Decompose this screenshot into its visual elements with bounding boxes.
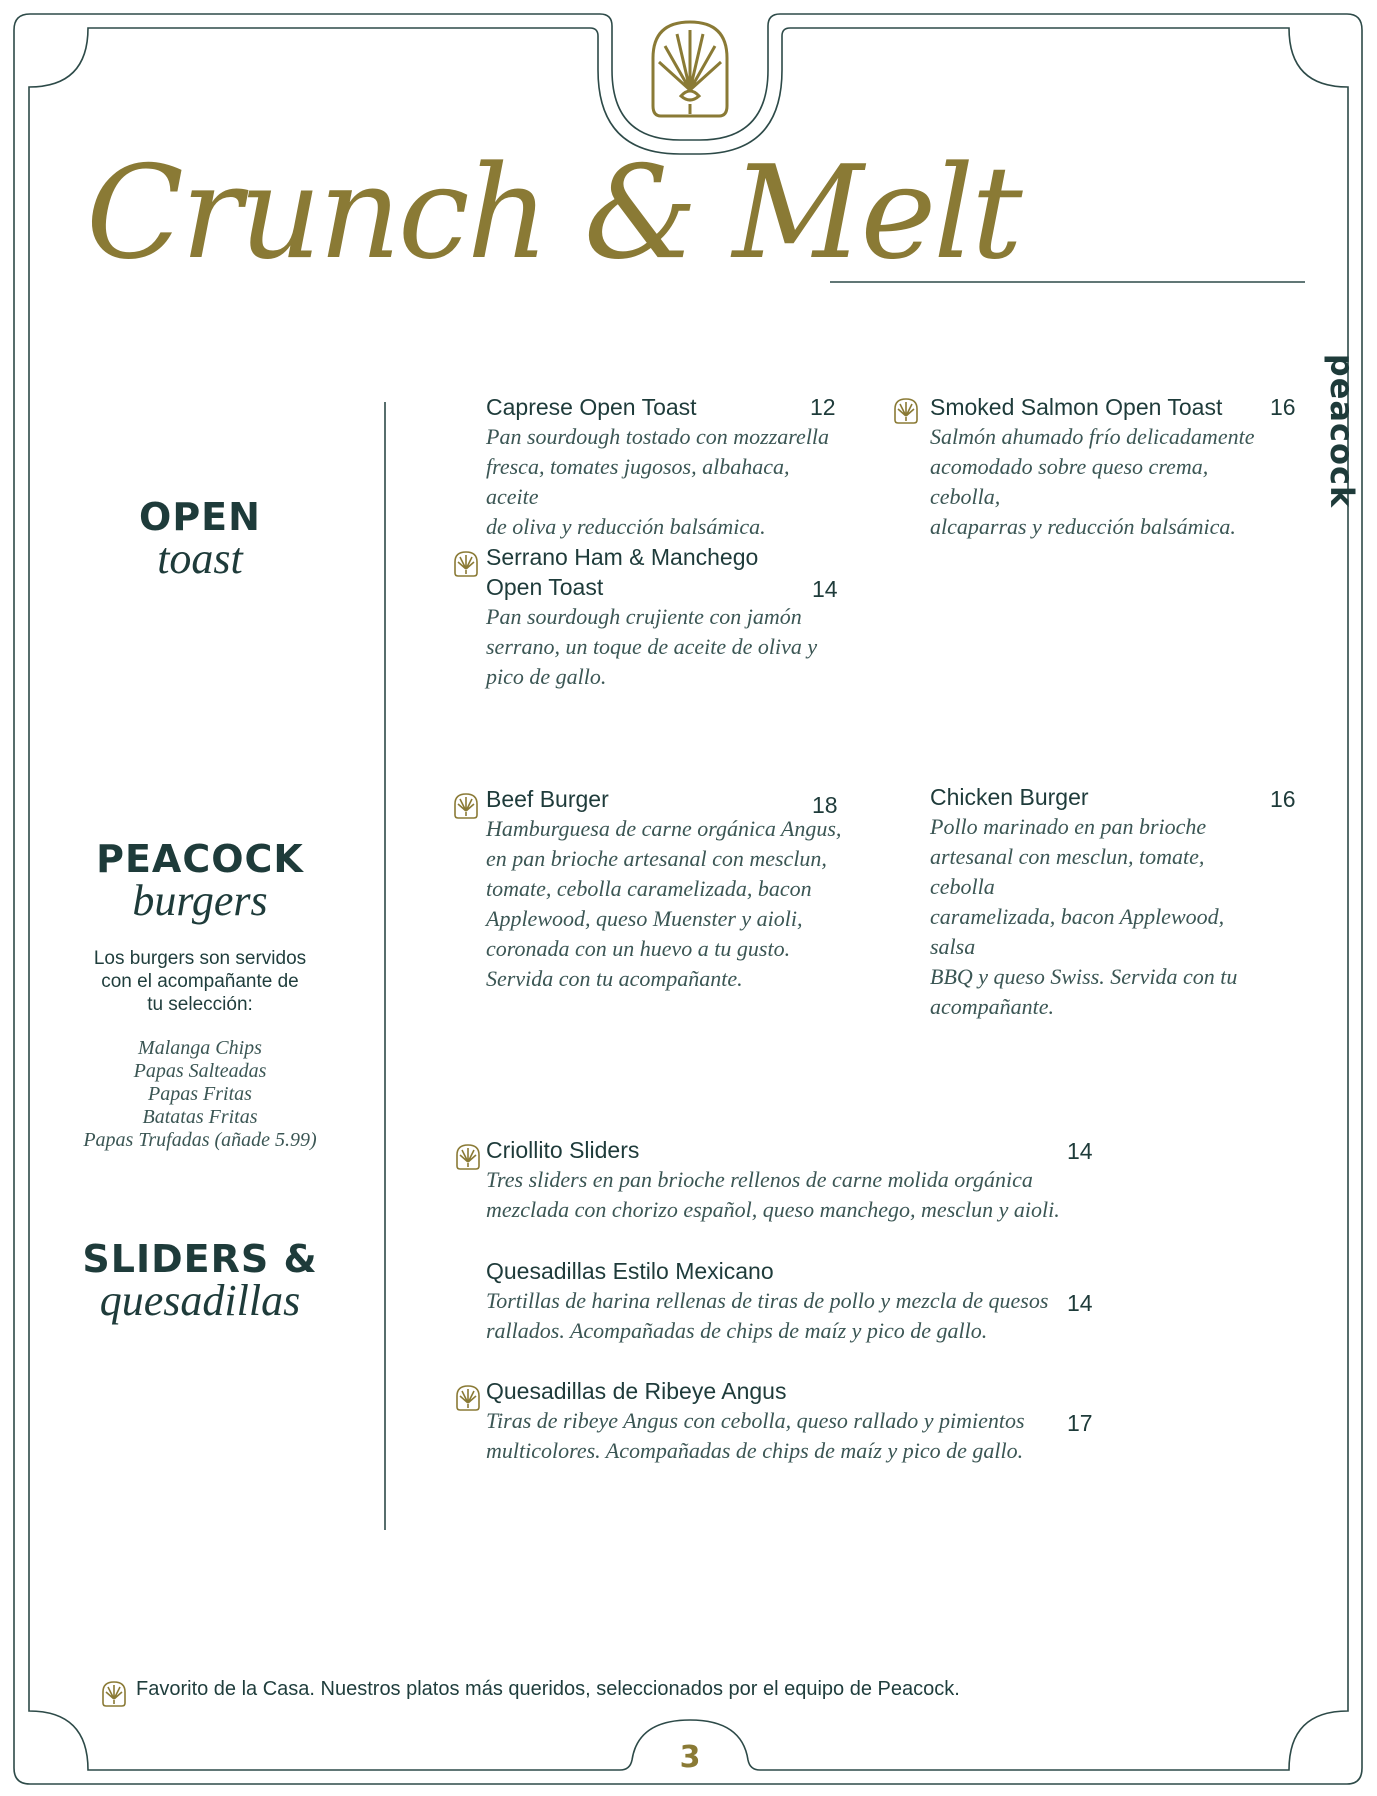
item-description <box>930 812 1270 1022</box>
menu-item-criollito-sliders <box>486 1135 1066 1225</box>
favorite-icon <box>452 792 480 820</box>
item-description-line: Pan sourdough tostado con mozzarella <box>486 424 830 449</box>
item-name: Serrano Ham & Manchego <box>486 544 759 570</box>
item-description-line: mezclada con chorizo español, queso manchego, mesclun y aioli. <box>486 1197 1060 1222</box>
item-description-line: Pan sourdough crujiente con jamón <box>486 604 802 629</box>
item-description-line: Tortillas de harina rellenas de tiras de pollo y mezcla de quesos <box>486 1288 1049 1313</box>
item-description-line: alcaparras y reducción balsámica. <box>930 514 1236 539</box>
peacock-emblem-icon <box>645 16 735 126</box>
menu-item-serrano <box>486 542 846 692</box>
menu-item-caprese <box>486 392 846 542</box>
item-name: Beef Burger <box>486 786 609 812</box>
item-price: 16 <box>1270 786 1296 812</box>
item-description-line: de oliva y reducción balsámica. <box>486 514 766 539</box>
item-description-line: multicolores. Acompañadas de chips de maíz y pico de gallo. <box>486 1438 1024 1463</box>
item-description-line: rallados. Acompañadas de chips de maíz y pico de gallo. <box>486 1318 988 1343</box>
section-sliders-italic: quesadillas <box>99 1275 301 1325</box>
section-burgers <box>50 837 350 925</box>
item-description-line: acomodado sobre queso crema, cebolla, <box>930 454 1209 509</box>
item-description-line: Hamburguesa de carne orgánica Angus, <box>486 816 842 841</box>
item-description <box>930 422 1270 542</box>
item-name: Criollito Sliders <box>486 1137 640 1163</box>
item-name: Open Toast <box>486 574 604 600</box>
item-price: 16 <box>1270 394 1296 420</box>
item-price: 14 <box>1067 1290 1093 1316</box>
burgers-note-line: con el acompañante de <box>101 971 299 992</box>
side-item: Malanga Chips <box>138 1037 262 1059</box>
item-description <box>486 602 846 692</box>
section-open-toast <box>50 495 350 583</box>
page-number: 3 <box>679 1740 701 1775</box>
item-name: Quesadillas Estilo Mexicano <box>486 1258 774 1284</box>
section-open-toast-bold: OPEN <box>139 495 261 539</box>
item-description <box>486 422 846 542</box>
item-name: Quesadillas de Ribeye Angus <box>486 1378 787 1404</box>
section-burgers-italic: burgers <box>132 875 268 925</box>
item-description-line: serrano, un toque de aceite de oliva y <box>486 634 818 659</box>
brand-text: peacock <box>1323 353 1361 509</box>
item-description-line: fresca, tomates jugosos, albahaca, aceite <box>486 454 790 509</box>
item-name: Caprese Open Toast <box>486 394 697 420</box>
item-price: 17 <box>1067 1410 1093 1436</box>
item-description-line: en pan brioche artesanal con mesclun, <box>486 846 827 871</box>
item-name: Smoked Salmon Open Toast <box>930 394 1223 420</box>
favorite-icon <box>892 397 920 425</box>
item-description <box>486 1286 1066 1346</box>
side-item: Papas Fritas <box>148 1083 252 1105</box>
item-description-line: Applewood, queso Muenster y aioli, <box>486 906 803 931</box>
item-description-line: artesanal con mesclun, tomate, cebolla <box>930 844 1205 899</box>
item-description-line: BBQ y queso Swiss. Servida con tu <box>930 964 1238 989</box>
page-title: Crunch & Melt <box>86 139 1020 288</box>
item-description-line: tomate, cebolla caramelizada, bacon <box>486 876 812 901</box>
burgers-note-line: Los burgers son servidos <box>93 948 307 969</box>
menu-item-quesadillas-mexicano <box>486 1256 1066 1346</box>
side-item: Batatas Fritas <box>142 1106 258 1128</box>
item-description-line: Tres sliders en pan brioche rellenos de carne molida orgánica <box>486 1167 1033 1192</box>
sides-list <box>50 1037 350 1152</box>
item-description-line: pico de gallo. <box>486 664 607 689</box>
item-description-line: coronada con un huevo a tu gusto. <box>486 936 791 961</box>
burgers-note-line: tu selección: <box>147 994 253 1015</box>
section-open-toast-italic: toast <box>157 533 243 583</box>
item-description <box>486 1165 1066 1225</box>
menu-item-smoked-salmon <box>930 392 1270 542</box>
item-description-line: caramelizada, bacon Applewood, salsa <box>930 904 1225 959</box>
side-item: Papas Trufadas (añade 5.99) <box>83 1129 317 1151</box>
item-description-line: Salmón ahumado frío delicadamente <box>930 424 1255 449</box>
favorite-icon <box>454 1384 482 1412</box>
section-burgers-bold: PEACOCK <box>96 837 304 881</box>
item-name: Chicken Burger <box>930 784 1089 810</box>
item-price: 18 <box>812 792 838 818</box>
menu-item-chicken-burger <box>930 782 1270 1022</box>
section-sliders <box>50 1237 350 1325</box>
item-price: 14 <box>812 576 838 602</box>
item-description-line: Pollo marinado en pan brioche <box>930 814 1207 839</box>
item-description-line: Tiras de ribeye Angus con cebolla, queso rallado y pimientos <box>486 1408 1025 1433</box>
item-price: 12 <box>810 394 836 420</box>
item-description-line: acompañante. <box>930 994 1055 1019</box>
side-item: Papas Salteadas <box>133 1060 267 1082</box>
brand-logo <box>1320 340 1360 520</box>
item-price: 14 <box>1067 1138 1093 1164</box>
favorite-icon <box>452 550 480 578</box>
item-description <box>486 1406 1066 1466</box>
item-description <box>486 814 846 994</box>
menu-item-quesadillas-ribeye <box>486 1376 1066 1466</box>
menu-item-beef-burger <box>486 784 846 994</box>
section-sliders-bold: SLIDERS & <box>82 1237 318 1281</box>
item-description-line: Servida con tu acompañante. <box>486 966 743 991</box>
favorite-icon <box>100 1680 128 1708</box>
footer-legend: Favorito de la Casa. Nuestros platos más queridos, seleccionados por el equipo de Peacock. <box>136 1678 960 1700</box>
favorite-icon <box>454 1143 482 1171</box>
burgers-note <box>50 947 350 1016</box>
